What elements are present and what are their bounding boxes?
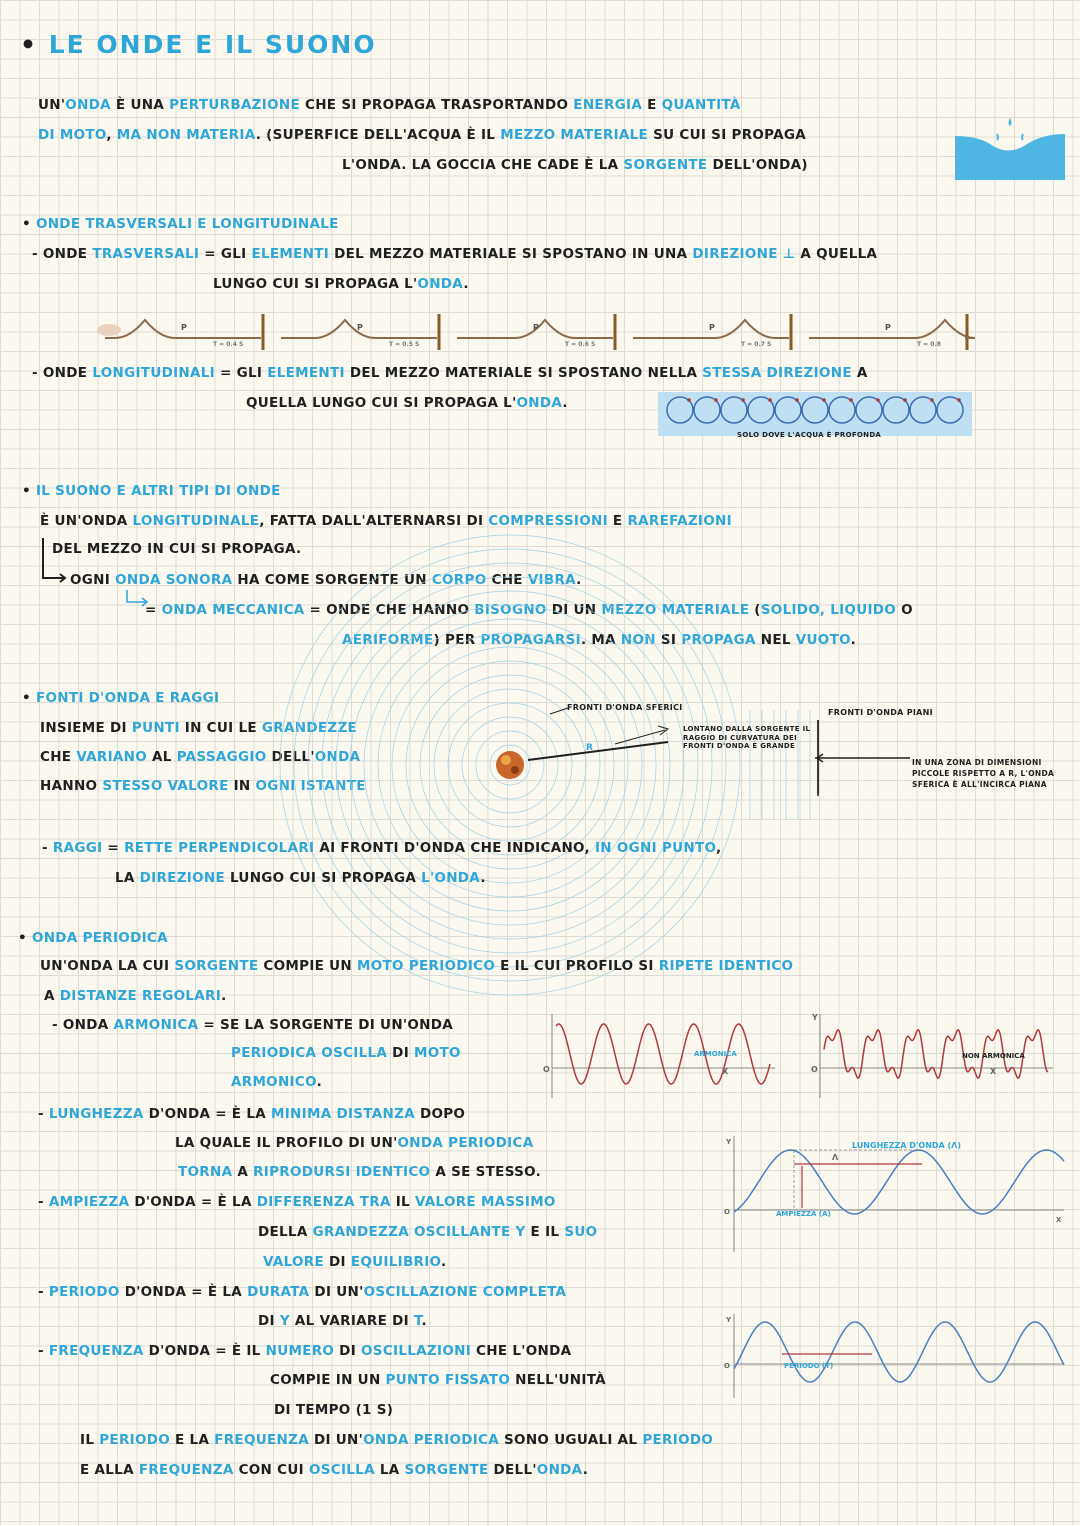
text-segment: = xyxy=(102,840,125,856)
text-segment: ENERGIA xyxy=(573,97,643,113)
text-segment: OSCILLAZIONE COMPLETA xyxy=(363,1284,567,1300)
conclusion-line-2 xyxy=(80,1462,588,1478)
text-segment: A xyxy=(851,365,868,381)
text-segment: ONDA xyxy=(417,276,464,292)
axis-x-label: x xyxy=(990,1067,997,1076)
text-segment: DI xyxy=(258,1313,280,1329)
text-segment: PERPENDICOLARI xyxy=(178,840,315,856)
text-segment: ( xyxy=(749,602,761,618)
text-segment: QUANTITÀ xyxy=(661,97,741,113)
frame-time-label: t = 0.4 s xyxy=(213,341,244,348)
text-segment: AL VARIARE DI xyxy=(289,1313,414,1329)
text-segment: O xyxy=(896,602,913,618)
text-segment: LONGITUDINALE xyxy=(132,513,260,529)
text-segment: VIBRA xyxy=(527,572,577,588)
text-segment: ARMONICO xyxy=(231,1074,317,1090)
text-segment: DEL MEZZO MATERIALE SI SPOSTANO NELLA xyxy=(344,365,703,381)
section-heading-trasversali: • ONDE TRASVERSALI E LONGITUDINALE xyxy=(22,216,339,232)
text-segment: ONDA SONORA xyxy=(115,572,233,588)
text-segment: = GLI xyxy=(214,365,268,381)
text-segment: BISOGNO xyxy=(474,602,547,618)
ampiezza-line-3 xyxy=(263,1254,446,1270)
axis-y-label: y xyxy=(726,1138,732,1146)
text-segment: LA xyxy=(115,870,140,886)
note-lontano: LONTANO DALLA SORGENTE IL RAGGIO DI CURVATURA DEI FRONTI D'ONDA È GRANDE xyxy=(683,725,811,750)
text-segment: DIREZIONE xyxy=(139,870,226,886)
text-segment: ELEMENTI xyxy=(267,365,345,381)
text-segment: OSCILLAZIONI xyxy=(361,1343,472,1359)
axis-origin-label: O xyxy=(724,1208,730,1216)
point-label: P xyxy=(357,323,363,332)
text-segment: È UN'ONDA xyxy=(40,513,133,529)
text-segment: . xyxy=(221,988,227,1004)
text-segment: CHE L'ONDA xyxy=(471,1343,572,1359)
text-segment: . xyxy=(421,1313,427,1329)
text-segment: LA xyxy=(374,1462,405,1478)
water-caption: SOLO DOVE L'ACQUA È PROFONDA xyxy=(737,431,882,439)
text-segment: D'ONDA = È LA xyxy=(119,1284,248,1300)
text-segment: DI xyxy=(324,1254,351,1270)
text-segment: A xyxy=(44,988,60,1004)
text-segment: ONDA xyxy=(314,749,361,765)
text-segment: - xyxy=(38,1343,49,1359)
text-segment: SORGENTE xyxy=(404,1462,489,1478)
text-segment: UN'ONDA LA CUI xyxy=(40,958,175,974)
wavefront-diagram xyxy=(410,700,830,830)
text-segment: È UNA xyxy=(110,97,170,113)
axis-origin-label: O xyxy=(811,1065,818,1074)
bracket-arrow-1 xyxy=(40,536,70,588)
text-segment: COMPIE IN UN xyxy=(270,1372,386,1388)
text-segment: GRANDEZZA OSCILLANTE xyxy=(312,1224,511,1240)
axis-x-label: x xyxy=(1056,1216,1062,1224)
text-segment: PERIODO xyxy=(642,1432,714,1448)
label-ampiezza: AMPIEZZA (a) xyxy=(776,1210,831,1218)
text-segment: DISTANZE REGOLARI xyxy=(59,988,222,1004)
text-segment: - xyxy=(42,840,53,856)
frame-time-label: t = 0.8 xyxy=(917,341,941,348)
text-segment: SI xyxy=(655,632,682,648)
text-segment: OSCILLA xyxy=(308,1462,375,1478)
text-segment: = xyxy=(145,602,162,618)
text-segment: VARIANO xyxy=(76,749,148,765)
text-segment: D'ONDA = È LA xyxy=(143,1106,271,1122)
text-segment: = ONDE CHE HANNO xyxy=(304,602,475,618)
text-segment: E LA xyxy=(170,1432,215,1448)
frame-time-label: t = 0.5 s xyxy=(389,341,420,348)
text-segment: = GLI xyxy=(199,246,252,262)
axis-origin-label: O xyxy=(724,1362,730,1370)
text-segment: STESSO VALORE xyxy=(102,778,229,794)
harmonic-wave-graph xyxy=(540,1010,780,1100)
point-label: P xyxy=(709,323,715,332)
text-segment: PUNTI xyxy=(131,720,180,736)
wavelength-amplitude-graph xyxy=(722,1130,1072,1255)
text-segment: LA QUALE IL PROFILO DI UN' xyxy=(175,1135,398,1151)
label-fronti-piani: FRONTI D'ONDA PIANI xyxy=(828,708,933,717)
text-segment: HA COME SORGENTE UN xyxy=(232,572,432,588)
raggi-line-1 xyxy=(42,840,721,856)
text-segment: NEL xyxy=(755,632,796,648)
text-segment: ONDA xyxy=(536,1462,583,1478)
text-segment: DEL MEZZO IN CUI SI PROPAGA. xyxy=(52,541,302,557)
bracket-right xyxy=(815,718,915,798)
intro-line-3 xyxy=(342,157,808,173)
text-segment: ONDA MECCANICA xyxy=(161,602,305,618)
trasversali-line-2 xyxy=(213,276,469,292)
text-segment: TORNA xyxy=(178,1164,233,1180)
text-segment: DI UN xyxy=(546,602,602,618)
text-segment: DIFFERENZA TRA xyxy=(256,1194,391,1210)
text-segment: A QUELLA xyxy=(795,246,878,262)
text-segment: COMPIE UN xyxy=(258,958,358,974)
text-segment: IN xyxy=(228,778,256,794)
text-segment: NUMERO xyxy=(265,1343,335,1359)
text-segment: PERIODICA OSCILLA xyxy=(231,1045,388,1061)
text-segment: . xyxy=(316,1074,322,1090)
text-segment: DI UN' xyxy=(309,1284,364,1300)
text-segment: - xyxy=(38,1106,49,1122)
label-periodo: PERIODO (T) xyxy=(784,1362,834,1370)
text-segment: IN CUI LE xyxy=(179,720,262,736)
longitudinali-line-2 xyxy=(246,395,568,411)
suono-line-1 xyxy=(40,513,732,529)
suono-line-5 xyxy=(342,632,856,648)
text-segment: E xyxy=(642,97,662,113)
frame-time-label: t = 0.7 s xyxy=(741,341,772,348)
text-segment: VUOTO xyxy=(795,632,851,648)
text-segment: DI TEMPO (1 S) xyxy=(274,1402,394,1418)
text-segment: . xyxy=(576,572,582,588)
text-segment: FREQUENZA xyxy=(48,1343,144,1359)
text-segment: RIPRODURSI IDENTICO xyxy=(253,1164,431,1180)
suono-line-4 xyxy=(145,602,913,618)
text-segment: LUNGO CUI SI PROPAGA L' xyxy=(213,276,418,292)
text-segment: PERIODO xyxy=(48,1284,120,1300)
text-segment: SONO UGUALI AL xyxy=(499,1432,643,1448)
text-segment: DELLA xyxy=(258,1224,313,1240)
text-segment: - ONDE xyxy=(32,246,93,262)
text-segment: SUO xyxy=(564,1224,598,1240)
text-segment: , xyxy=(716,840,722,856)
text-segment: MOTO xyxy=(414,1045,461,1061)
text-segment: L'ONDA. LA GOCCIA CHE CADE È LA xyxy=(342,157,624,173)
text-segment: DI xyxy=(334,1343,362,1359)
text-segment: ONDA PERIODICA xyxy=(363,1432,500,1448)
text-segment: MEZZO MATERIALE xyxy=(500,127,649,143)
text-segment: AERIFORME xyxy=(342,632,434,648)
text-segment: - ONDE xyxy=(32,365,93,381)
text-segment: ONDA xyxy=(65,97,111,113)
text-segment: A xyxy=(232,1164,254,1180)
text-segment: VALORE xyxy=(263,1254,324,1270)
text-segment: CON CUI xyxy=(233,1462,309,1478)
text-segment: DELL' xyxy=(266,749,315,765)
text-segment: DIREZIONE ⊥ xyxy=(692,246,796,262)
text-segment: SORGENTE xyxy=(623,157,708,173)
axis-origin-label: O xyxy=(543,1065,550,1074)
text-segment: PROPAGARSI xyxy=(480,632,581,648)
frame-time-label: t = 0.6 s xyxy=(565,341,596,348)
section-heading-suono: • IL SUONO E ALTRI TIPI DI ONDE xyxy=(22,483,281,499)
text-segment: UN' xyxy=(38,97,66,113)
point-label: P xyxy=(533,323,539,332)
text-segment: PUNTO FISSATO xyxy=(385,1372,511,1388)
intro-line-1 xyxy=(38,97,741,113)
text-segment: HANNO xyxy=(40,778,103,794)
text-segment: SOLIDO, LIQUIDO xyxy=(760,602,897,618)
lunghezza-line-1 xyxy=(38,1106,465,1122)
text-segment: . xyxy=(480,870,486,886)
transverse-wave-frames xyxy=(95,308,975,358)
text-segment: INSIEME DI xyxy=(40,720,132,736)
text-segment: - xyxy=(38,1194,49,1210)
text-segment: DEL MEZZO MATERIALE SI SPOSTANO IN UNA xyxy=(329,246,693,262)
suono-line-2 xyxy=(52,541,301,557)
text-segment: PASSAGGIO xyxy=(176,749,267,765)
point-label: P xyxy=(181,323,187,332)
ampiezza-line-2 xyxy=(258,1224,597,1240)
text-segment: Y xyxy=(279,1313,290,1329)
fronti-line-1 xyxy=(40,720,357,736)
text-segment: . xyxy=(850,632,856,648)
text-segment: DURATA xyxy=(247,1284,310,1300)
text-segment: DELL'ONDA) xyxy=(707,157,808,173)
period-graph xyxy=(722,1310,1072,1400)
text-segment: TRASVERSALI xyxy=(92,246,200,262)
text-segment: IL xyxy=(390,1194,415,1210)
armonica-line-1 xyxy=(52,1017,453,1033)
section-heading-fronti: • FONTI D'ONDA E RAGGI xyxy=(22,690,220,706)
fronti-line-3 xyxy=(40,778,366,794)
text-segment: OGNI xyxy=(70,572,116,588)
text-segment: - xyxy=(38,1284,49,1300)
text-segment: MEZZO MATERIALE xyxy=(601,602,750,618)
text-segment: RIPETE IDENTICO xyxy=(658,958,794,974)
water-drop-illustration xyxy=(955,112,1065,180)
lambda-label: λ xyxy=(832,1153,839,1162)
text-segment: E IL xyxy=(525,1224,565,1240)
axis-y-label: y xyxy=(812,1013,818,1022)
text-segment: DI xyxy=(387,1045,415,1061)
periodica-line-1 xyxy=(40,958,793,974)
text-segment: ARMONICA xyxy=(113,1017,199,1033)
armonica-line-2 xyxy=(231,1045,461,1061)
text-segment: E IL CUI PROFILO SI xyxy=(495,958,659,974)
text-segment: AMPIEZZA xyxy=(48,1194,130,1210)
label-non-armonica: NON ARMONICA xyxy=(962,1052,1025,1060)
section-heading-periodica: • ONDA PERIODICA xyxy=(18,930,168,946)
text-segment: A SE STESSO. xyxy=(430,1164,542,1180)
text-segment: , FATTA DALL'ALTERNARSI DI xyxy=(259,513,489,529)
intro-line-2 xyxy=(38,127,806,143)
axis-x-label: x xyxy=(722,1067,729,1076)
text-segment: = SE LA SORGENTE DI UN'ONDA xyxy=(198,1017,453,1033)
frequenza-line-1 xyxy=(38,1343,571,1359)
text-segment: D'ONDA = È LA xyxy=(129,1194,257,1210)
text-segment: CHE xyxy=(486,572,528,588)
text-segment: FREQUENZA xyxy=(214,1432,309,1448)
text-segment: L'ONDA xyxy=(421,870,481,886)
fronti-line-2 xyxy=(40,749,360,765)
page-title: • LE ONDE E IL SUONO xyxy=(20,30,377,59)
text-segment: D'ONDA = È IL xyxy=(143,1343,266,1359)
label-fronti-sferici: FRONTI D'ONDA SFERICI xyxy=(567,703,683,712)
text-segment: LONGITUDINALI xyxy=(92,365,215,381)
text-segment: CHE SI PROPAGA TRASPORTANDO xyxy=(300,97,574,113)
text-segment: FREQUENZA xyxy=(138,1462,234,1478)
text-segment: QUELLA LUNGO CUI SI PROPAGA L' xyxy=(246,395,517,411)
label-armonica: ARMONICA xyxy=(694,1050,737,1058)
text-segment: LUNGHEZZA xyxy=(48,1106,144,1122)
text-segment: ELEMENTI xyxy=(251,246,330,262)
periodo-line-1 xyxy=(38,1284,566,1300)
text-segment: NON xyxy=(620,632,656,648)
text-segment: ONDA PERIODICA xyxy=(397,1135,534,1151)
lunghezza-line-3 xyxy=(178,1164,541,1180)
non-harmonic-wave-graph xyxy=(808,1010,1058,1100)
periodica-line-2 xyxy=(44,988,227,1004)
text-segment: DOPO xyxy=(414,1106,466,1122)
ampiezza-line-1 xyxy=(38,1194,556,1210)
text-segment: DI MOTO xyxy=(38,127,107,143)
text-segment: . MA xyxy=(580,632,621,648)
text-segment: PERTURBAZIONE xyxy=(169,97,300,113)
text-segment: DELL' xyxy=(488,1462,537,1478)
text-segment: PERIODO xyxy=(99,1432,171,1448)
text-segment: MA NON MATERIA xyxy=(116,127,256,143)
text-segment: E xyxy=(607,513,628,529)
text-segment: . (SUPERFICE DELL'ACQUA È IL xyxy=(255,127,501,143)
text-segment: EQUILIBRIO xyxy=(350,1254,442,1270)
text-segment: LUNGO CUI SI PROPAGA xyxy=(225,870,422,886)
text-segment: . xyxy=(582,1462,589,1478)
text-segment: AI FRONTI D'ONDA CHE INDICANO, xyxy=(314,840,595,856)
text-segment: , xyxy=(106,127,117,143)
text-segment: OGNI ISTANTE xyxy=(255,778,366,794)
text-segment: . xyxy=(463,276,469,292)
text-segment: PROPAGA xyxy=(681,632,756,648)
text-segment: IN OGNI PUNTO xyxy=(594,840,717,856)
text-segment: AL xyxy=(147,749,177,765)
text-segment: DI UN' xyxy=(308,1432,364,1448)
text-segment: NELL'UNITÀ xyxy=(510,1372,606,1388)
text-segment: VALORE MASSIMO xyxy=(414,1194,556,1210)
raggi-line-2 xyxy=(115,870,486,886)
armonica-line-3 xyxy=(231,1074,322,1090)
text-segment: - ONDA xyxy=(52,1017,114,1033)
text-segment: E ALLA xyxy=(80,1462,139,1478)
text-segment: T xyxy=(413,1313,422,1329)
frequenza-line-2 xyxy=(270,1372,606,1388)
text-segment: COMPRESSIONI xyxy=(488,513,608,529)
longitudinali-line-1 xyxy=(32,365,868,381)
axis-y-label: y xyxy=(726,1316,732,1324)
lunghezza-line-2 xyxy=(175,1135,533,1151)
text-segment: MINIMA DISTANZA xyxy=(270,1106,415,1122)
text-segment: RETTE xyxy=(124,840,174,856)
text-segment: IL xyxy=(80,1432,100,1448)
ray-label: r xyxy=(586,743,593,753)
label-lunghezza: LUNGHEZZA D'ONDA (λ) xyxy=(852,1141,962,1150)
text-segment: GRANDEZZE xyxy=(261,720,358,736)
text-segment: ) PER xyxy=(433,632,481,648)
conclusion-line-1 xyxy=(80,1432,713,1448)
point-label: P xyxy=(885,323,891,332)
text-segment: . xyxy=(441,1254,447,1270)
text-segment: . xyxy=(562,395,568,411)
text-segment: RAREFAZIONI xyxy=(627,513,732,529)
periodo-line-2 xyxy=(258,1313,427,1329)
suono-line-3 xyxy=(70,572,582,588)
text-segment: ONDA xyxy=(516,395,563,411)
note-zona: IN UNA ZONA DI DIMENSIONI PICCOLE RISPETTO A R, L'ONDA SFERICA È ALL'INCIRCA PIANA xyxy=(912,758,1055,789)
text-segment: SU CUI SI PROPAGA xyxy=(648,127,807,143)
text-segment: CORPO xyxy=(431,572,487,588)
text-segment: MOTO PERIODICO xyxy=(357,958,496,974)
text-segment: SORGENTE xyxy=(174,958,259,974)
text-segment: Y xyxy=(515,1224,526,1240)
text-segment: RAGGI xyxy=(52,840,103,856)
trasversali-line-1 xyxy=(32,246,877,262)
text-segment: CHE xyxy=(40,749,77,765)
text-segment: STESSA DIREZIONE xyxy=(702,365,852,381)
frequenza-line-3 xyxy=(274,1402,393,1418)
